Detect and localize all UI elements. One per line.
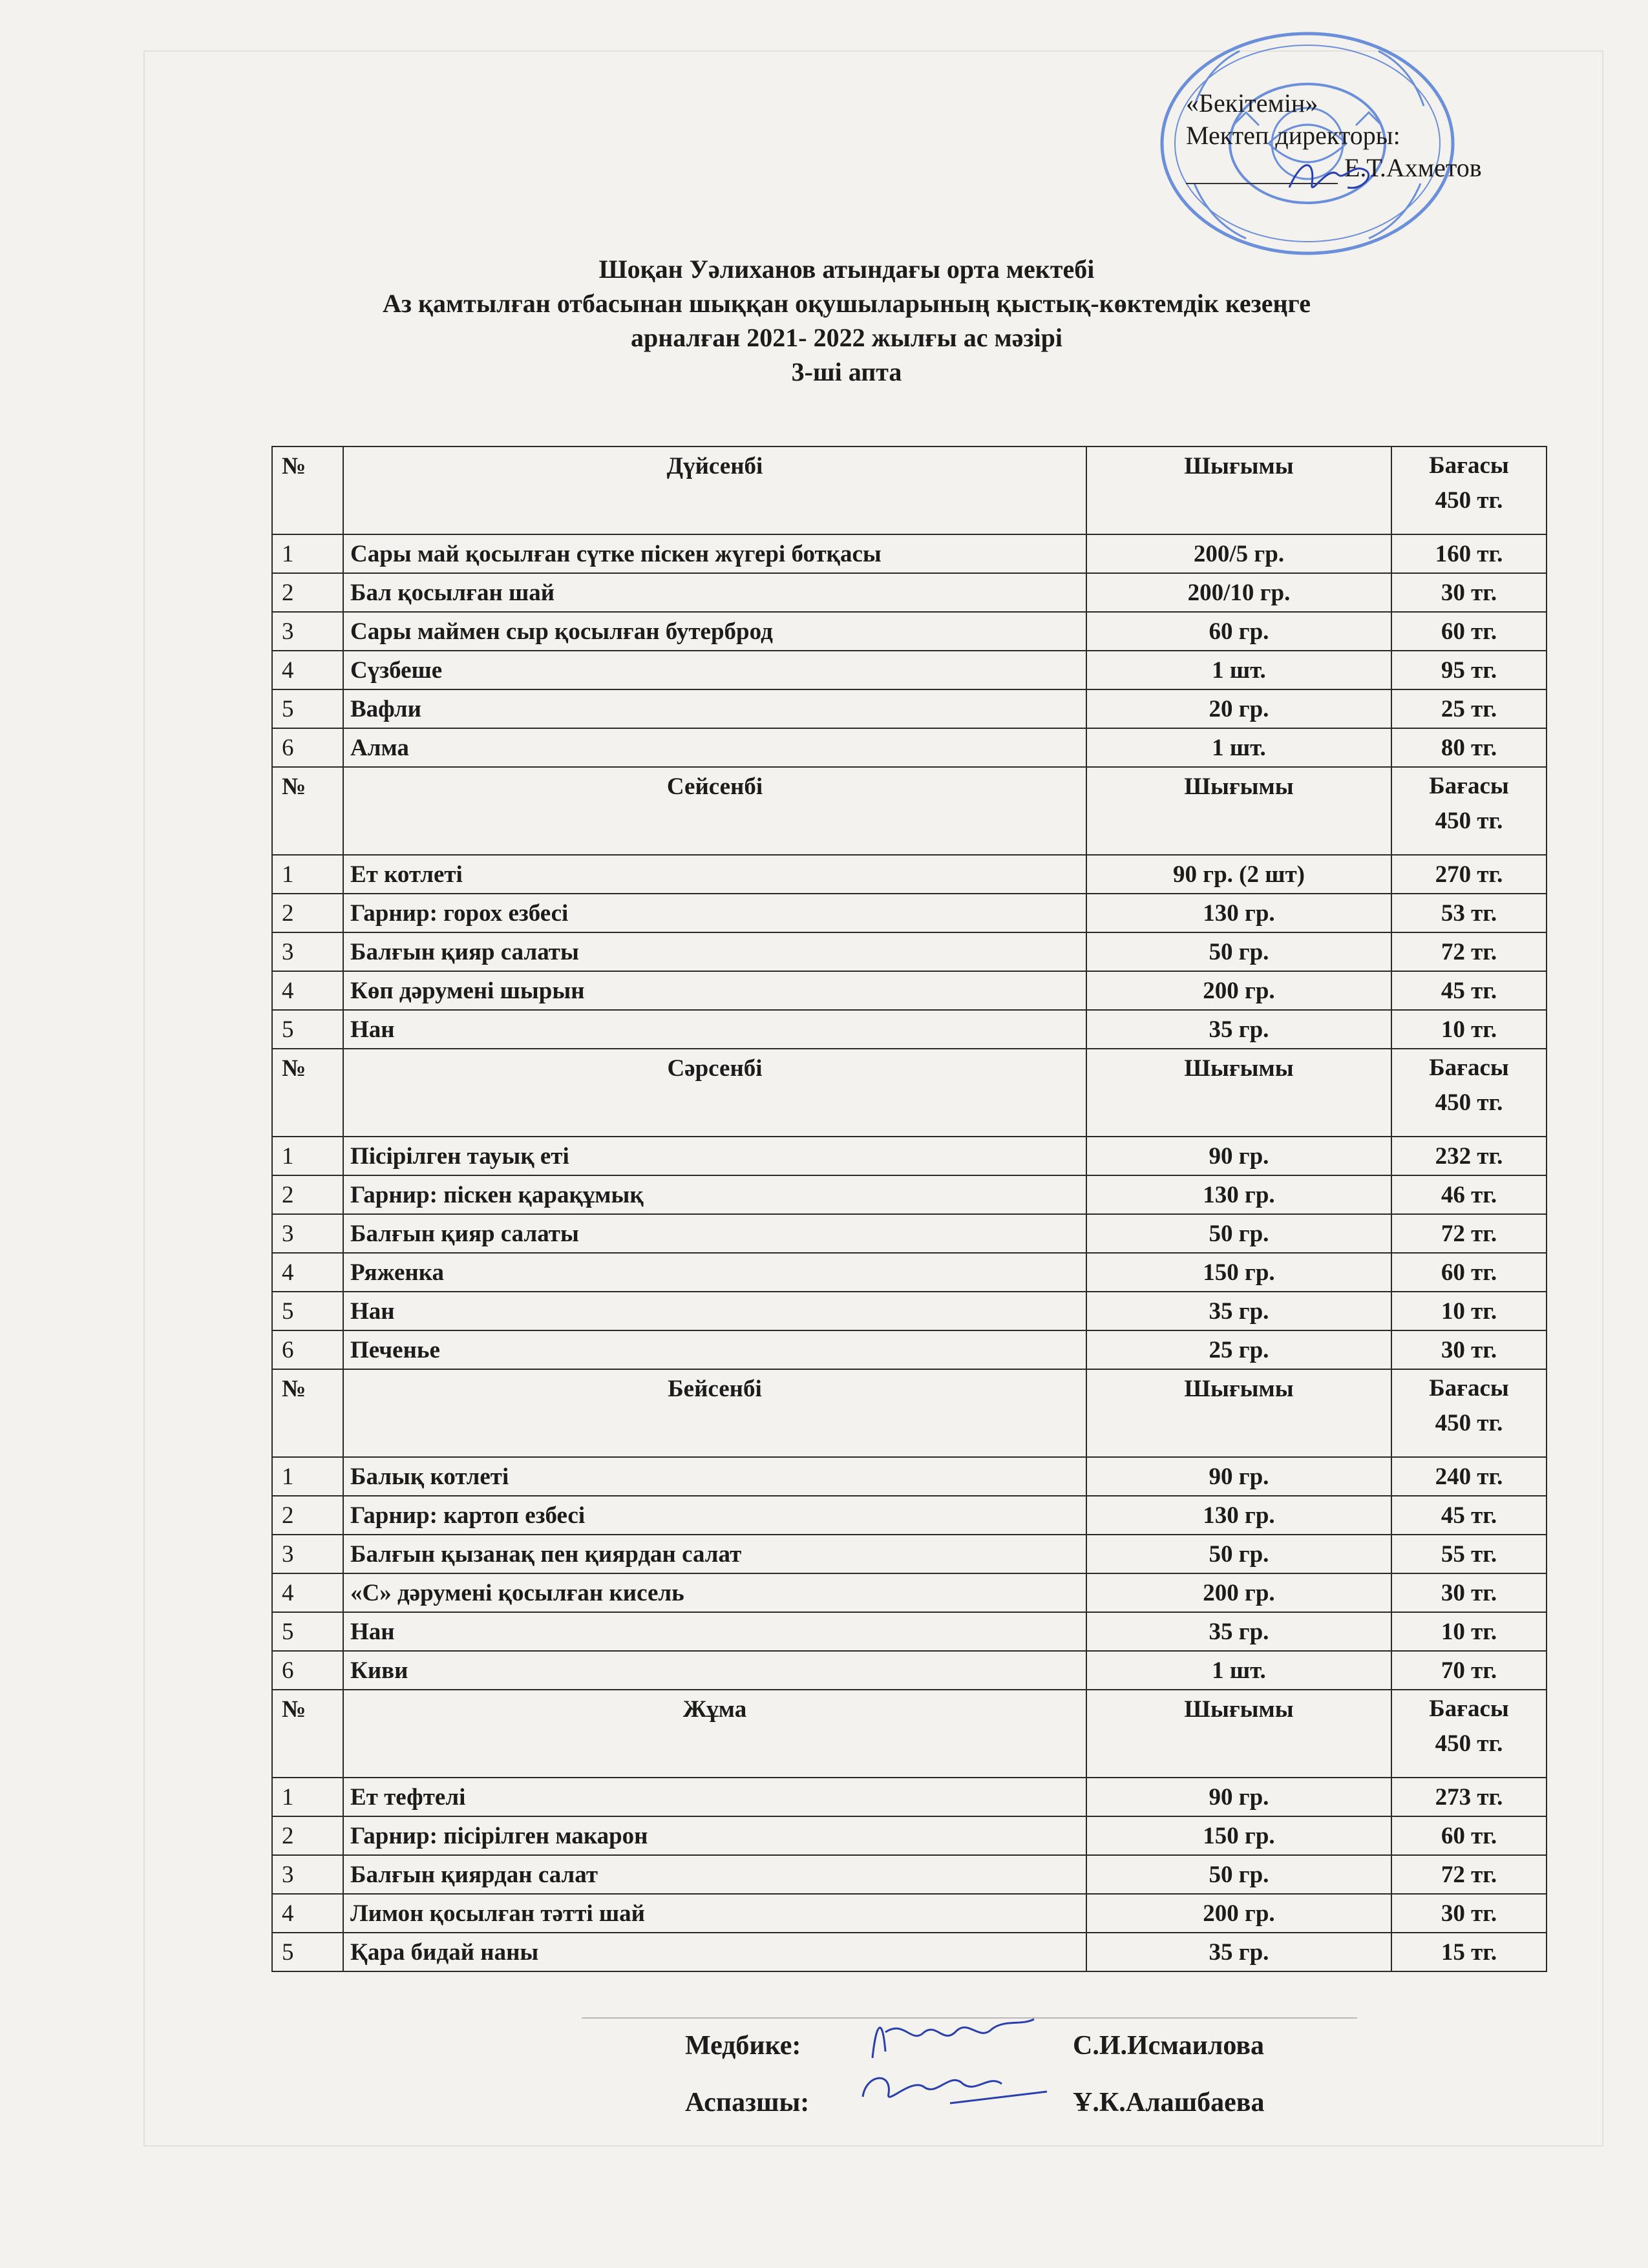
dish-output: 200 гр. — [1086, 971, 1391, 1010]
cook-role: Аспазшы: — [685, 2088, 810, 2117]
day-name: Жұма — [343, 1690, 1086, 1778]
row-number: 1 — [272, 1137, 343, 1175]
row-number: 6 — [272, 1651, 343, 1690]
price-header-label: Бағасы — [1429, 773, 1509, 799]
table-row — [272, 1330, 1547, 1369]
dish-output: 90 гр. — [1086, 1137, 1391, 1175]
dish-name: Печенье — [343, 1330, 1086, 1369]
dish-name: Ет котлеті — [343, 855, 1086, 894]
table-row — [272, 612, 1547, 651]
number-header: № — [272, 1690, 343, 1778]
dish-name: Гарнир: пісірілген макарон — [343, 1816, 1086, 1855]
dish-output: 35 гр. — [1086, 1292, 1391, 1330]
school-name: Шоқан Уәлиханов атындағы орта мектебі — [598, 255, 1095, 284]
dish-price: 45 тг. — [1391, 971, 1547, 1010]
dish-name: Бал қосылған шай — [343, 573, 1086, 612]
dish-price: 60 тг. — [1391, 1816, 1547, 1855]
table-row — [272, 1175, 1547, 1214]
price-header-label: Бағасы — [1429, 1055, 1509, 1081]
row-number: 5 — [272, 1612, 343, 1651]
dish-name: Ряженка — [343, 1253, 1086, 1292]
title-line-2: Аз қамтылған отбасынан шыққан оқушыларының қыстық-көктемдік кезеңге — [383, 289, 1311, 318]
dish-name: Сары май қосылған сүтке піскен жүгері ботқасы — [343, 534, 1086, 573]
row-number: 6 — [272, 1330, 343, 1369]
day-name: Дүйсенбі — [343, 446, 1086, 534]
week-label: 3-ші апта — [791, 357, 902, 386]
row-number: 3 — [272, 612, 343, 651]
dish-output: 1 шт. — [1086, 728, 1391, 767]
number-header: № — [272, 1369, 343, 1457]
row-number: 5 — [272, 689, 343, 728]
row-number: 6 — [272, 728, 343, 767]
dish-output: 35 гр. — [1086, 1612, 1391, 1651]
table-row — [272, 689, 1547, 728]
dish-name: Пісірілген тауық еті — [343, 1137, 1086, 1175]
dish-name: Балғын қызанақ пен қиярдан салат — [343, 1535, 1086, 1573]
dish-price: 46 тг. — [1391, 1175, 1547, 1214]
table-row — [272, 1778, 1547, 1816]
price-header — [1391, 1369, 1547, 1457]
output-header: Шығымы — [1086, 1049, 1391, 1137]
dish-price: 55 тг. — [1391, 1535, 1547, 1573]
dish-price: 53 тг. — [1391, 894, 1547, 932]
dish-output: 35 гр. — [1086, 1933, 1391, 1971]
number-header: № — [272, 446, 343, 534]
table-row — [272, 728, 1547, 767]
director-name: Е.Т.Ахметов — [1344, 153, 1482, 182]
table-row — [272, 1933, 1547, 1971]
dish-output: 130 гр. — [1086, 1496, 1391, 1535]
table-row — [272, 971, 1547, 1010]
row-number: 4 — [272, 1573, 343, 1612]
dish-name: Сары маймен сыр қосылған бутерброд — [343, 612, 1086, 651]
dish-output: 150 гр. — [1086, 1253, 1391, 1292]
dish-name: Нан — [343, 1292, 1086, 1330]
dish-name: «С» дәрумені қосылған кисель — [343, 1573, 1086, 1612]
price-header — [1391, 446, 1547, 534]
day-header-row-friday — [272, 1690, 1547, 1778]
table-row — [272, 1496, 1547, 1535]
table-row — [272, 573, 1547, 612]
table-row — [272, 1816, 1547, 1855]
dish-output: 50 гр. — [1086, 1214, 1391, 1253]
dish-name: Балғын қияр салаты — [343, 1214, 1086, 1253]
dish-name: Лимон қосылған тәтті шай — [343, 1894, 1086, 1933]
dish-price: 10 тг. — [1391, 1612, 1547, 1651]
row-number: 1 — [272, 855, 343, 894]
number-header: № — [272, 767, 343, 855]
number-header: № — [272, 1049, 343, 1137]
dish-price: 15 тг. — [1391, 1933, 1547, 1971]
table-row — [272, 1535, 1547, 1573]
dish-price: 72 тг. — [1391, 1214, 1547, 1253]
row-number: 2 — [272, 1816, 343, 1855]
table-row — [272, 1573, 1547, 1612]
table-row — [272, 1010, 1547, 1049]
row-number: 4 — [272, 1894, 343, 1933]
dish-name: Балық котлеті — [343, 1457, 1086, 1496]
table-row — [272, 1894, 1547, 1933]
price-header-label: Бағасы — [1429, 1696, 1509, 1722]
table-row — [272, 651, 1547, 689]
dish-price: 270 тг. — [1391, 855, 1547, 894]
output-header: Шығымы — [1086, 767, 1391, 855]
table-row — [272, 1253, 1547, 1292]
row-number: 1 — [272, 534, 343, 573]
approval-block — [1186, 87, 1482, 184]
dish-name: Гарнир: горох езбесі — [343, 894, 1086, 932]
dish-price: 30 тг. — [1391, 1330, 1547, 1369]
row-number: 2 — [272, 1496, 343, 1535]
nurse-role: Медбике: — [685, 2031, 801, 2061]
dish-name: Қара бидай наны — [343, 1933, 1086, 1971]
dish-name: Балғын қиярдан салат — [343, 1855, 1086, 1894]
price-header-total: 450 тг. — [1435, 808, 1503, 834]
dish-output: 130 гр. — [1086, 1175, 1391, 1214]
row-number: 5 — [272, 1933, 343, 1971]
dish-name: Гарнир: картоп езбесі — [343, 1496, 1086, 1535]
dish-output: 90 гр. — [1086, 1457, 1391, 1496]
nurse-name: С.И.Исмаилова — [1073, 2031, 1265, 2061]
dish-name: Нан — [343, 1612, 1086, 1651]
price-header-total: 450 тг. — [1435, 1730, 1503, 1757]
menu-table — [271, 446, 1547, 1972]
table-row — [272, 1612, 1547, 1651]
table-row — [272, 1651, 1547, 1690]
output-header: Шығымы — [1086, 1690, 1391, 1778]
dish-name: Ет тефтелі — [343, 1778, 1086, 1816]
dish-name: Көп дәрумені шырын — [343, 971, 1086, 1010]
dish-price: 60 тг. — [1391, 1253, 1547, 1292]
dish-price: 72 тг. — [1391, 932, 1547, 971]
dish-output: 200 гр. — [1086, 1894, 1391, 1933]
approval-position: Мектеп директоры: — [1186, 121, 1400, 150]
dish-price: 70 тг. — [1391, 1651, 1547, 1690]
dish-output: 35 гр. — [1086, 1010, 1391, 1049]
dish-price: 232 тг. — [1391, 1137, 1547, 1175]
price-header-total: 450 тг. — [1435, 1410, 1503, 1436]
row-number: 2 — [272, 573, 343, 612]
dish-price: 30 тг. — [1391, 1894, 1547, 1933]
day-header-row-thursday — [272, 1369, 1547, 1457]
dish-name: Гарнир: піскен қарақұмық — [343, 1175, 1086, 1214]
price-header — [1391, 767, 1547, 855]
table-row — [272, 534, 1547, 573]
day-header-row-wednesday — [272, 1049, 1547, 1137]
day-header-row-tuesday — [272, 767, 1547, 855]
day-header-row-monday — [272, 446, 1547, 534]
dish-price: 273 тг. — [1391, 1778, 1547, 1816]
dish-price: 60 тг. — [1391, 612, 1547, 651]
dish-output: 150 гр. — [1086, 1816, 1391, 1855]
row-number: 3 — [272, 1855, 343, 1894]
row-number: 4 — [272, 971, 343, 1010]
row-number: 2 — [272, 894, 343, 932]
dish-output: 20 гр. — [1086, 689, 1391, 728]
dish-output: 90 гр. (2 шт) — [1086, 855, 1391, 894]
dish-output: 200 гр. — [1086, 1573, 1391, 1612]
dish-output: 1 шт. — [1086, 651, 1391, 689]
table-row — [272, 855, 1547, 894]
dish-name: Алма — [343, 728, 1086, 767]
dish-price: 240 тг. — [1391, 1457, 1547, 1496]
dish-output: 50 гр. — [1086, 1535, 1391, 1573]
row-number: 3 — [272, 1214, 343, 1253]
table-row — [272, 1137, 1547, 1175]
signature-blank — [1186, 158, 1338, 184]
dish-output: 50 гр. — [1086, 932, 1391, 971]
dish-price: 30 тг. — [1391, 1573, 1547, 1612]
dish-price: 45 тг. — [1391, 1496, 1547, 1535]
output-header: Шығымы — [1086, 446, 1391, 534]
table-row — [272, 1214, 1547, 1253]
day-name: Бейсенбі — [343, 1369, 1086, 1457]
dish-output: 200/5 гр. — [1086, 534, 1391, 573]
table-row — [272, 932, 1547, 971]
dish-name: Нан — [343, 1010, 1086, 1049]
dish-name: Вафли — [343, 689, 1086, 728]
dish-price: 30 тг. — [1391, 573, 1547, 612]
row-number: 2 — [272, 1175, 343, 1214]
day-name: Сәрсенбі — [343, 1049, 1086, 1137]
dish-price: 160 тг. — [1391, 534, 1547, 573]
price-header-total: 450 тг. — [1435, 487, 1503, 514]
cook-name: Ұ.К.Алашбаева — [1073, 2088, 1265, 2117]
table-row — [272, 894, 1547, 932]
dish-price: 10 тг. — [1391, 1292, 1547, 1330]
row-number: 5 — [272, 1010, 343, 1049]
dish-output: 60 гр. — [1086, 612, 1391, 651]
price-header-label: Бағасы — [1429, 452, 1509, 479]
table-row — [272, 1855, 1547, 1894]
title-line-3: арналған 2021- 2022 жылғы ас мәзірі — [631, 323, 1062, 352]
price-header — [1391, 1049, 1547, 1137]
dish-price: 10 тг. — [1391, 1010, 1547, 1049]
dish-output: 130 гр. — [1086, 894, 1391, 932]
dish-output: 200/10 гр. — [1086, 573, 1391, 612]
row-number: 4 — [272, 651, 343, 689]
row-number: 3 — [272, 932, 343, 971]
row-number: 5 — [272, 1292, 343, 1330]
dish-name: Сүзбеше — [343, 651, 1086, 689]
day-name: Сейсенбі — [343, 767, 1086, 855]
table-row — [272, 1457, 1547, 1496]
row-number: 1 — [272, 1778, 343, 1816]
price-header-total: 450 тг. — [1435, 1089, 1503, 1116]
dish-output: 25 гр. — [1086, 1330, 1391, 1369]
dish-name: Киви — [343, 1651, 1086, 1690]
row-number: 3 — [272, 1535, 343, 1573]
dish-price: 80 тг. — [1391, 728, 1547, 767]
price-header — [1391, 1690, 1547, 1778]
table-row — [272, 1292, 1547, 1330]
dish-output: 50 гр. — [1086, 1855, 1391, 1894]
approval-heading: «Бекітемін» — [1186, 89, 1318, 118]
dish-name: Балғын қияр салаты — [343, 932, 1086, 971]
dish-price: 95 тг. — [1391, 651, 1547, 689]
output-header: Шығымы — [1086, 1369, 1391, 1457]
dish-output: 1 шт. — [1086, 1651, 1391, 1690]
approval-signature-line — [1186, 152, 1482, 184]
dish-price: 72 тг. — [1391, 1855, 1547, 1894]
dish-output: 90 гр. — [1086, 1778, 1391, 1816]
row-number: 1 — [272, 1457, 343, 1496]
price-header-label: Бағасы — [1429, 1375, 1509, 1402]
document-title — [362, 252, 1331, 389]
dish-price: 25 тг. — [1391, 689, 1547, 728]
row-number: 4 — [272, 1253, 343, 1292]
